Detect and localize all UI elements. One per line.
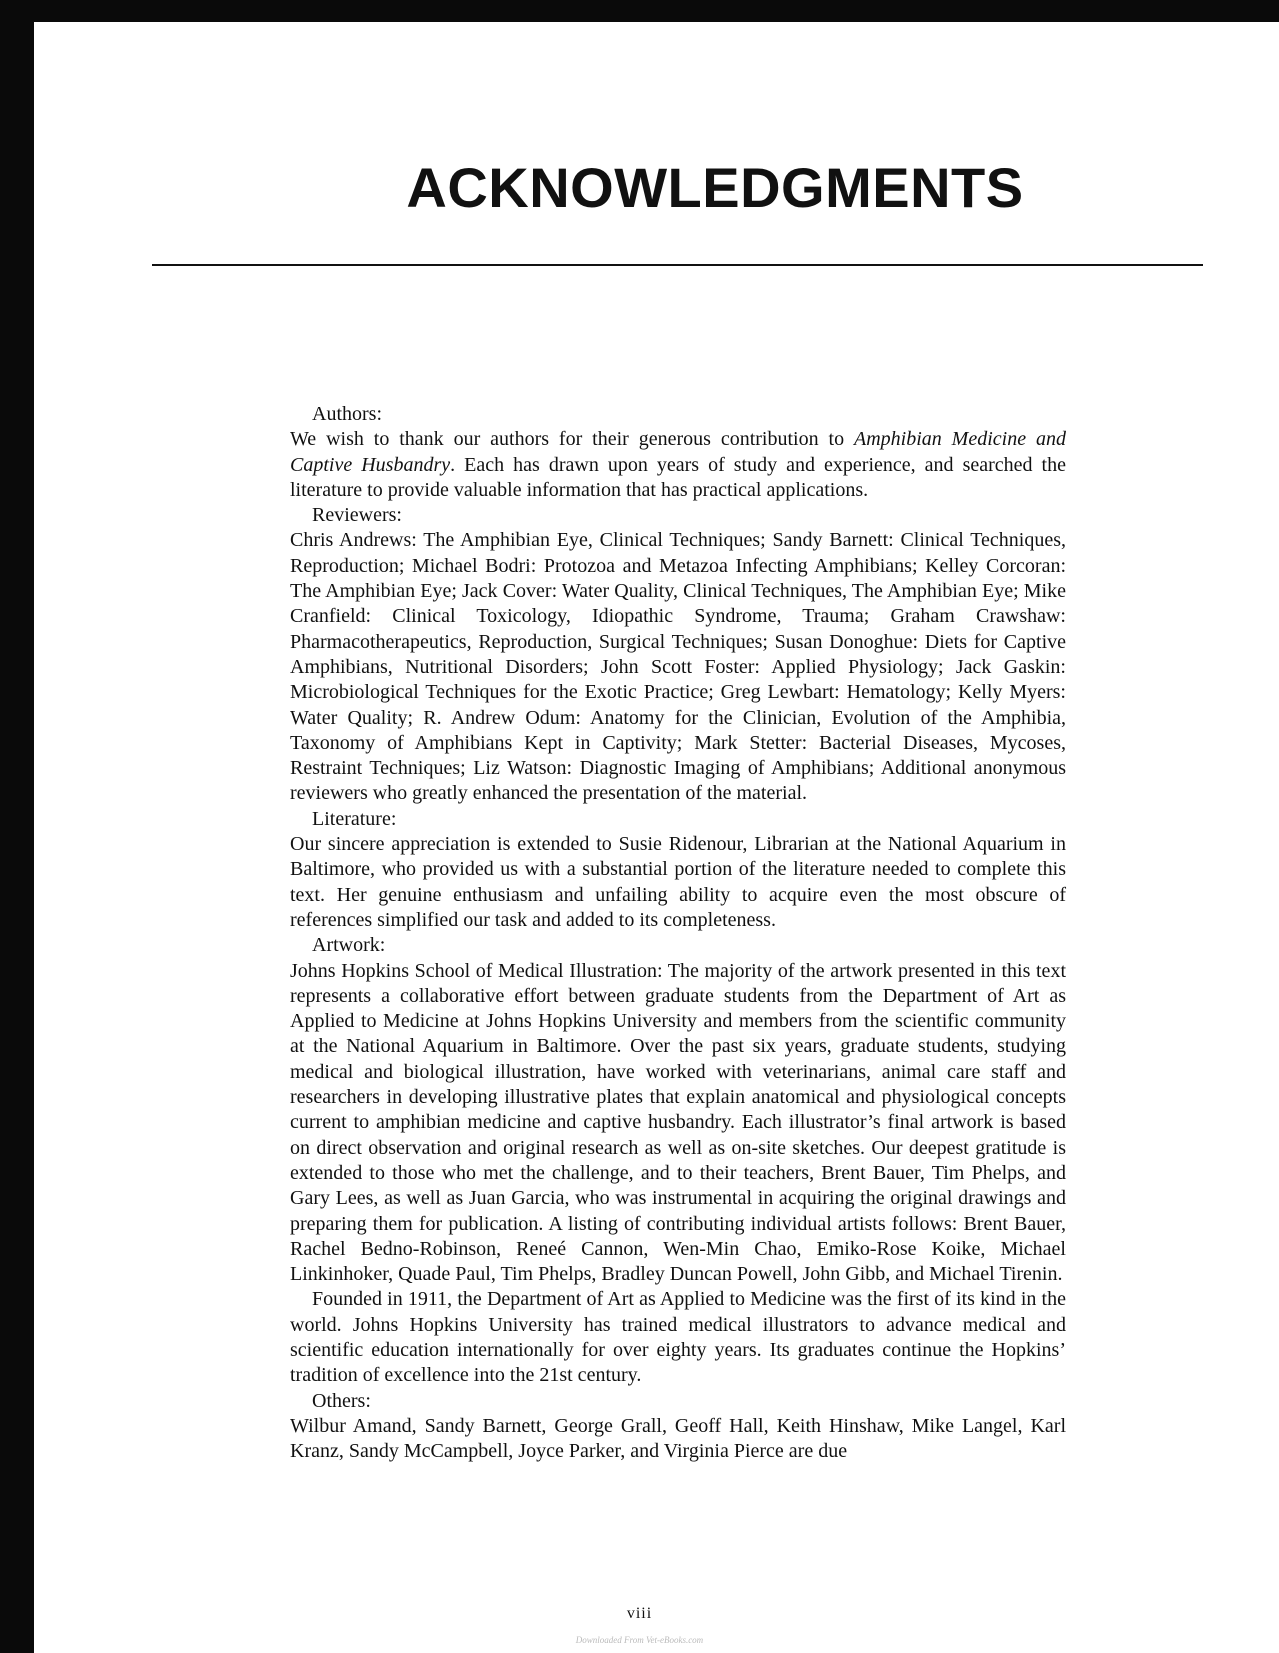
- book-title: Amphibian Medicine and Captive Husbandry: [290, 428, 1067, 476]
- artwork-paragraph-2: Founded in 1911, the Department of Art as Applied to Medicine was the first of its kind in the world. Johns Hopkins University has trained medical illustrators to advance medical and scientific education internationally for over eighty years. Its graduates continue the Hopkins’ tradition of excellence into the 21st century.: [290, 1288, 1066, 1387]
- authors-text-a: We wish to thank our authors for their generous contribution to: [290, 428, 854, 451]
- page-number: viii: [626, 1605, 653, 1622]
- artwork-heading: Artwork:: [312, 934, 386, 957]
- title-rule: [152, 264, 1203, 266]
- authors-paragraph: [290, 427, 1066, 503]
- reviewers-heading: Reviewers:: [312, 504, 402, 527]
- others-heading: Others:: [312, 1389, 371, 1412]
- watermark: Downloaded From Vet-eBooks.com: [575, 1635, 704, 1645]
- others-paragraph: Wilbur Amand, Sandy Barnett, George Grall, Geoff Hall, Keith Hinshaw, Mike Langel, Karl Kranz, Sandy McCampbell, Joyce Parker, and Virginia Pierce are due: [290, 1414, 1066, 1463]
- reviewers-paragraph: Chris Andrews: The Amphibian Eye, Clinical Techniques; Sandy Barnett: Clinical Techniques, Reproduction; Michael Bodri: Protozoa and Metazoa Infecting Amphibians; Kelley Corcoran: The Amphibian Eye; Jack Cover: Water Quality, Clinical Techniques, The Amphibian Eye; Mike Cranfield: Clinical Toxicology, Idiopathic Syndrome, Trauma; Graham Crawshaw: Pharmacotherapeutics, Reproduction, Surgical Techniques; Susan Donoghue: Diets for Captive Amphibians, Nutritional Disorders; John Scott Foster: Applied Physiology; Jack Gaskin: Microbiological Techniques for the Exotic Practice; Greg Lewbart: Hematology; Kelly Myers: Water Quality; R. Andrew Odum: Anatomy for the Clinician, Evolution of the Amphibia, Taxonomy of Amphibians Kept in Captivity; Mark Stetter: Bacterial Diseases, Mycoses, Restraint Techniques; Liz Watson: Diagnostic Imaging of Amphibians; Additional anonymous reviewers who greatly enhanced the presentation of the material.: [290, 529, 1066, 805]
- page-title: ACKNOWLEDGMENTS: [406, 156, 1024, 219]
- literature-heading: Literature:: [312, 807, 397, 830]
- scan-border-top: [0, 0, 1279, 22]
- artwork-paragraph: Johns Hopkins School of Medical Illustration: The majority of the artwork presented in this text represents a collaborative effort between graduate students from the Department of Art as Applied to Medicine at Johns Hopkins University and members from the scientific community at the National Aquarium in Baltimore. Over the past six years, graduate students, studying medical and biological illustration, have worked with veterinarians, animal care staff and researchers in developing illustrative plates that explain anatomical and physiological concepts current to amphibian medicine and captive husbandry. Each illustrator’s final artwork is based on direct observation and original research as well as on-site sketches. Our deepest gratitude is extended to those who met the challenge, and to their teachers, Brent Bauer, Tim Phelps, and Gary Lees, as well as Juan Garcia, who was instrumental in acquiring the original drawings and preparing them for publication. A listing of contributing individual artists follows: Brent Bauer, Rachel Bedno-Robinson, Reneé Cannon, Wen-Min Chao, Emiko-Rose Koike, Michael Linkinhoker, Quade Paul, Tim Phelps, Bradley Duncan Powell, John Gibb, and Michael Tirenin.: [290, 959, 1066, 1286]
- body-text: [290, 402, 1066, 1464]
- authors-heading: Authors:: [312, 403, 382, 425]
- scan-border-left: [0, 0, 34, 1653]
- authors-text-b: . Each has drawn upon years of study and experience, and searched the literature to provide valuable information that has practical applications.: [290, 453, 1066, 501]
- literature-paragraph: Our sincere appreciation is extended to Susie Ridenour, Librarian at the National Aquarium in Baltimore, who provided us with a substantial portion of the literature needed to complete this text. Her genuine enthusiasm and unfailing ability to acquire even the most obscure of references simplified our task and added to its completeness.: [290, 833, 1066, 931]
